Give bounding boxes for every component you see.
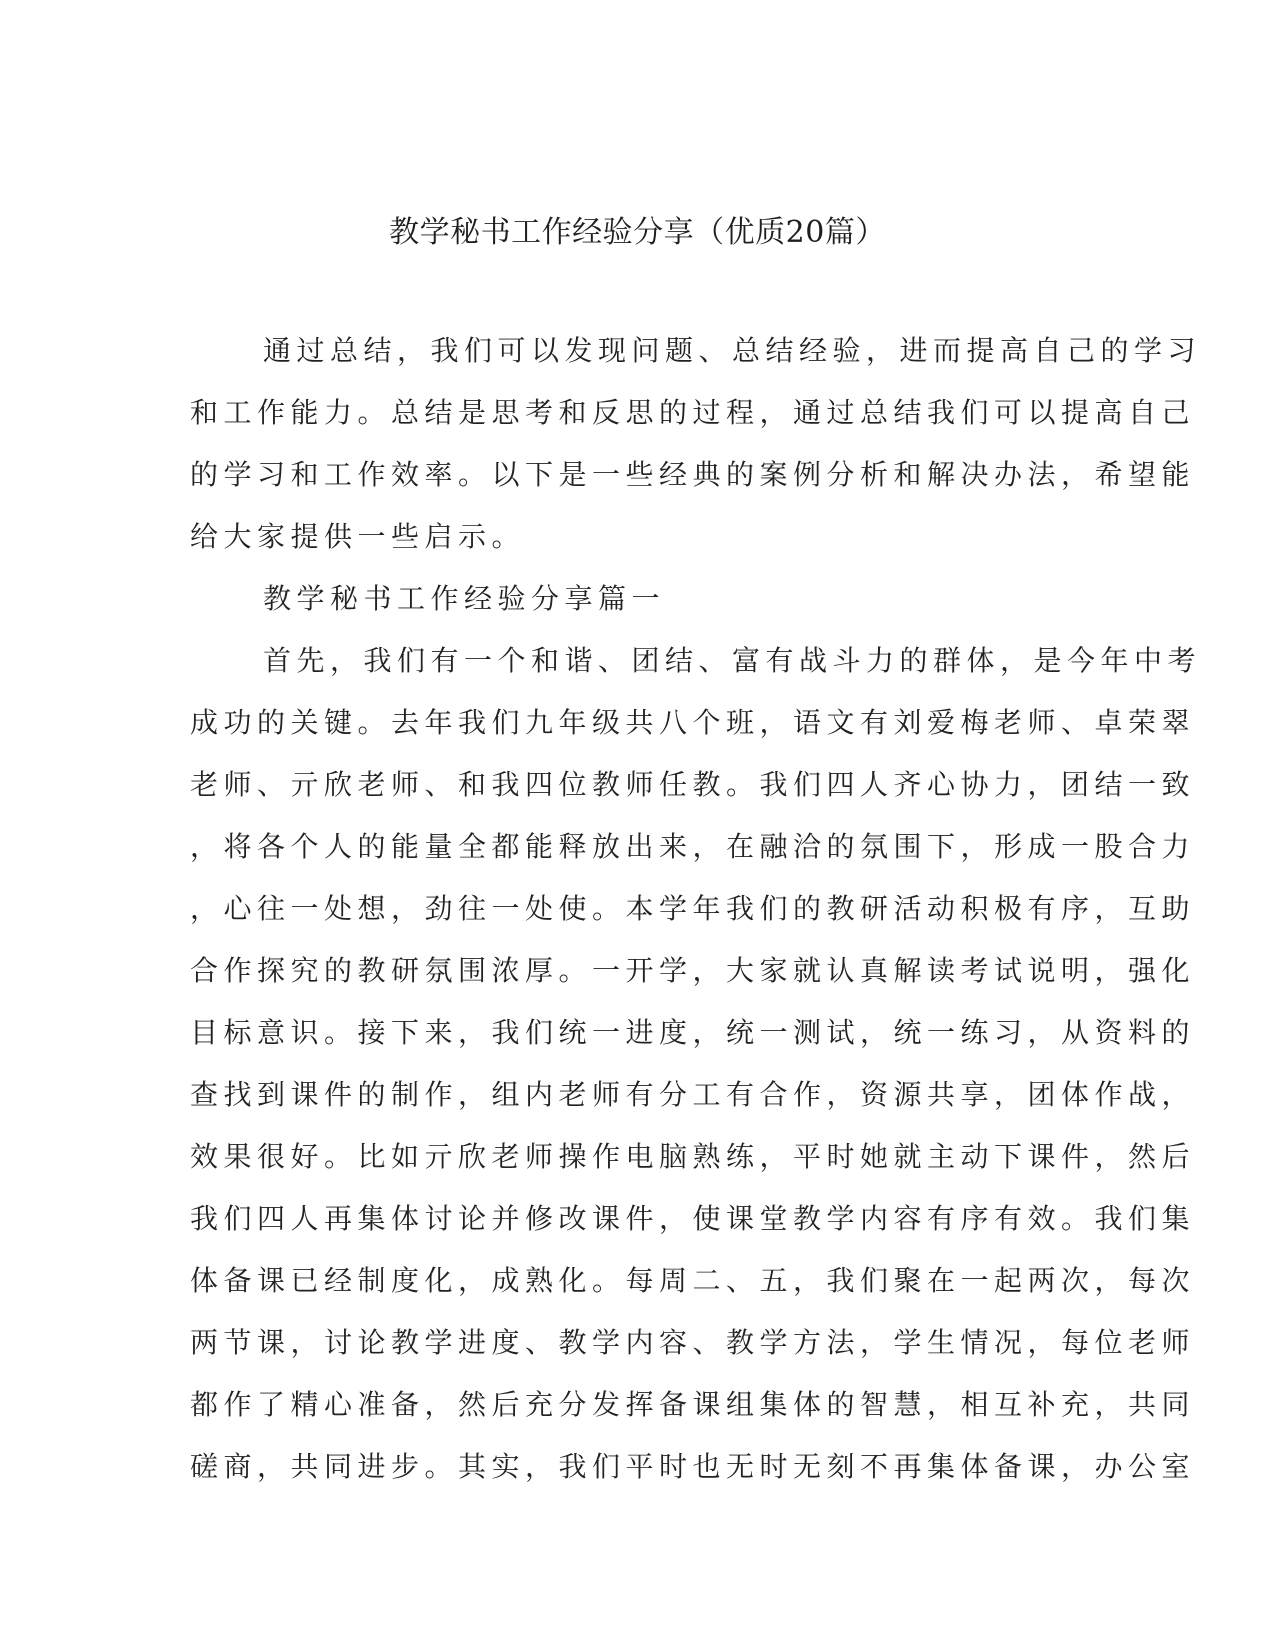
text-line: 磋商，共同进步。其实，我们平时也无时无刻不再集体备课，办公室 bbox=[190, 1450, 1196, 1483]
text-line: 查找到课件的制作，组内老师有分工有合作，资源共享，团体作战， bbox=[190, 1078, 1196, 1111]
text-line: 的学习和工作效率。以下是一些经典的案例分析和解决办法，希望能 bbox=[190, 458, 1196, 491]
text-line: 体备课已经制度化，成熟化。每周二、五，我们聚在一起两次，每次 bbox=[190, 1264, 1196, 1297]
document-body bbox=[190, 320, 1202, 1498]
text-line: 通过总结，我们可以发现问题、总结经验，进而提高自己的学习 bbox=[263, 334, 1202, 367]
text-line: 成功的关键。去年我们九年级共八个班，语文有刘爱梅老师、卓荣翠 bbox=[190, 706, 1196, 739]
document-title: 教学秘书工作经验分享（优质20篇） bbox=[389, 215, 886, 250]
text-line: 首先，我们有一个和谐、团结、富有战斗力的群体，是今年中考 bbox=[263, 644, 1202, 677]
text-line: 目标意识。接下来，我们统一进度，统一测试，统一练习，从资料的 bbox=[190, 1016, 1196, 1049]
text-line: 给大家提供一些启示。 bbox=[190, 520, 526, 553]
text-line: ，将各个人的能量全都能释放出来，在融洽的氛围下，形成一股合力 bbox=[190, 830, 1196, 863]
text-line: 老师、亓欣老师、和我四位教师任教。我们四人齐心协力，团结一致 bbox=[190, 768, 1196, 801]
text-line: 都作了精心准备，然后充分发挥备课组集体的智慧，相互补充，共同 bbox=[190, 1388, 1196, 1421]
text-line: ，心往一处想，劲往一处使。本学年我们的教研活动积极有序，互助 bbox=[190, 892, 1196, 925]
text-line: 效果很好。比如亓欣老师操作电脑熟练，平时她就主动下课件，然后 bbox=[190, 1140, 1196, 1173]
text-line: 我们四人再集体讨论并修改课件，使课堂教学内容有序有效。我们集 bbox=[190, 1202, 1196, 1235]
text-line: 和工作能力。总结是思考和反思的过程，通过总结我们可以提高自己 bbox=[190, 396, 1196, 429]
text-line: 教学秘书工作经验分享篇一 bbox=[263, 582, 666, 615]
text-line: 合作探究的教研氛围浓厚。一开学，大家就认真解读考试说明，强化 bbox=[190, 954, 1196, 987]
text-line: 两节课，讨论教学进度、教学内容、教学方法，学生情况，每位老师 bbox=[190, 1326, 1196, 1359]
